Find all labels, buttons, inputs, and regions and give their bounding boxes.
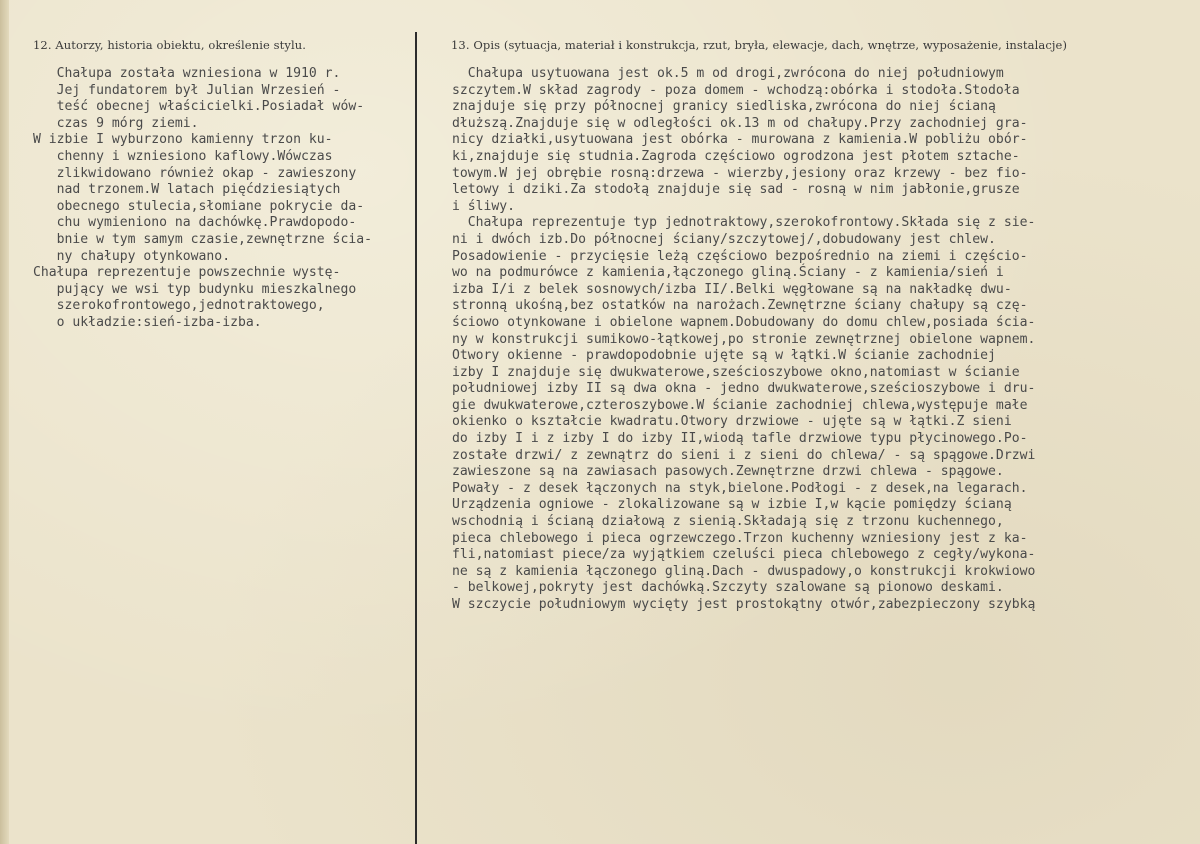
section-13-text xyxy=(452,66,1035,614)
right-text-line: ny w konstrukcji sumikowo-łątkowej,po stronie zewnętrznej obielone wapnem. xyxy=(452,331,1036,347)
right-text-line: Chałupa reprezentuje typ jednotraktowy,szerokofrontowy.Składa się z sie- xyxy=(452,215,1036,231)
right-text-line: Chałupa usytuowana jest ok.5 m od drogi,zwrócona do niej południowym xyxy=(452,66,1004,81)
right-text-line: fli,natomiast piece/za wyjątkiem czeluści pieca chlebowego z cegły/wykona- xyxy=(452,547,1036,563)
left-text-line: zlikwidowano również okap - zawieszony xyxy=(33,165,357,181)
left-text-line: W izbie I wyburzono kamienny trzon ku- xyxy=(33,132,333,148)
left-text-line: bnie w tym samym czasie,zewnętrzne ścia- xyxy=(33,231,372,247)
left-text-line: Chałupa reprezentuje powszechnie wystę- xyxy=(33,265,341,281)
right-text-line: ni i dwóch izb.Do północnej ściany/szczytowej/,dobudowany jest chlew. xyxy=(452,231,996,247)
right-text-line: Posadowienie - przycięsie leżą częściowo bezpośrednio na ziemi i częścio- xyxy=(452,248,1028,264)
left-text-line: pujący we wsi typ budynku mieszkalnego xyxy=(33,281,357,297)
left-text-line: Chałupa została wzniesiona w 1910 r. xyxy=(33,66,341,81)
right-text-line: znajduje się przy północnej granicy siedliska,zwrócona do niej ścianą xyxy=(452,99,996,115)
right-text-line: Otwory okienne - prawdopodobnie ujęte są w łątki.W ścianie zachodniej xyxy=(452,348,996,364)
right-text-line: pieca chlebowego i pieca ogrzewczego.Trzon kuchenny wzniesiony jest z ka- xyxy=(452,530,1028,546)
right-text-line: ne są z kamienia łączonego gliną.Dach - dwuspadowy,o konstrukcji krokwiowo xyxy=(452,563,1036,579)
left-text-line: ny chałupy otynkowano. xyxy=(33,248,231,264)
right-text-line: wschodnią i ścianą działową z sienią.Składają się z trzonu kuchennego, xyxy=(452,514,1004,530)
left-text-line: teść obecnej właścicielki.Posiadał wów- xyxy=(33,99,365,115)
left-text-line: Jej fundatorem był Julian Wrzesień - xyxy=(33,82,341,98)
right-text-line: szczytem.W skład zagrody - poza domem - wchodzą:obórka i stodoła.Stodoła xyxy=(452,82,1020,98)
right-text-line: południowej izby II są dwa okna - jedno dwukwaterowe,sześcioszybowe i dru- xyxy=(452,381,1036,397)
right-text-line: ki,znajduje się studnia.Zagroda częściowo ogrodzona jest płotem sztache- xyxy=(452,148,1020,164)
section-13-header: 13. Opis (sytuacja, materiał i konstrukcja, rzut, bryła, elewacje, dach, wnętrze, wyposażenie, instalacje) xyxy=(451,38,1068,52)
right-text-line: Powały - z desek łączonych na styk,bielone.Podłogi - z desek,na legarach. xyxy=(452,480,1028,496)
right-text-line: letowy i dziki.Za stodołą znajduje się sad - rosną w nim jabłonie,grusze xyxy=(452,182,1020,198)
right-text-line: i śliwy. xyxy=(452,198,516,214)
right-text-line: wo na podmurówce z kamienia,łączonego gliną.Ściany - z kamienia/sień i xyxy=(452,265,1004,281)
right-text-line: Urządzenia ogniowe - zlokalizowane są w izbie I,w kącie pomiędzy ścianą xyxy=(452,497,1012,513)
right-text-line: izba I/i z belek sosnowych/izba II/.Belki węgłowane są na nakładkę dwu- xyxy=(452,281,1012,297)
right-text-line: - belkowej,pokryty jest dachówką.Szczyty szalowane są pionowo deskami. xyxy=(452,580,1004,596)
right-text-line: gie dwukwaterowe,czteroszybowe.W ścianie zachodniej chlewa,występuje małe xyxy=(452,397,1028,413)
right-text-line: stronną ukośną,bez ostatków na narożach.Zewnętrzne ściany chałupy są czę- xyxy=(452,298,1028,314)
right-text-line: okienko o kształcie kwadratu.Otwory drzwiowe - ujęte są w łątki.Z sieni xyxy=(452,414,1012,430)
page-left-edge xyxy=(0,0,9,844)
right-text-line: ściowo otynkowane i obielone wapnem.Dobudowany do domu chlew,posiada ścia- xyxy=(452,314,1036,330)
section-12-header: 12. Autorzy, historia obiektu, określenie stylu. xyxy=(33,38,307,52)
right-text-line: izby I znajduje się dwukwaterowe,sześcioszybowe okno,natomiast w ścianie xyxy=(452,364,1020,380)
column-divider xyxy=(415,32,417,844)
right-text-line: dłuższą.Znajduje się w odległości ok.13 m od chałupy.Przy zachodniej gra- xyxy=(452,115,1028,131)
section-12-text xyxy=(33,66,372,332)
left-text-line: nad trzonem.W latach pięćdziesiątych xyxy=(33,182,341,198)
left-text-line: chenny i wzniesiono kaflowy.Wówczas xyxy=(33,148,333,164)
left-text-line: chu wymieniono na dachówkę.Prawdopodo- xyxy=(33,215,357,231)
right-text-line: nicy działki,usytuowana jest obórka - murowana z kamienia.W pobliżu obór- xyxy=(452,132,1028,148)
right-text-line: zostałe drzwi/ z zewnątrz do sieni i z sieni do chlewa/ - są spągowe.Drzwi xyxy=(452,447,1036,463)
right-text-line: towym.W jej obrębie rosną:drzewa - wierzby,jesiony oraz krzewy - bez fio- xyxy=(452,165,1028,181)
right-text-line: zawieszone są na zawiasach pasowych.Zewnętrzne drzwi chlewa - spągowe. xyxy=(452,464,1004,480)
left-text-line: szerokofrontowego,jednotraktowego, xyxy=(33,298,325,314)
left-text-line: czas 9 mórg ziemi. xyxy=(33,115,199,131)
left-text-line: obecnego stulecia,słomiane pokrycie da- xyxy=(33,198,365,214)
right-text-line: W szczycie południowym wycięty jest prostokątny otwór,zabezpieczony szybką xyxy=(452,597,1036,612)
left-text-line: o układzie:sień-izba-izba. xyxy=(33,314,262,330)
right-text-line: do izby I i z izby I do izby II,wiodą tafle drzwiowe typu płycinowego.Po- xyxy=(452,431,1028,447)
